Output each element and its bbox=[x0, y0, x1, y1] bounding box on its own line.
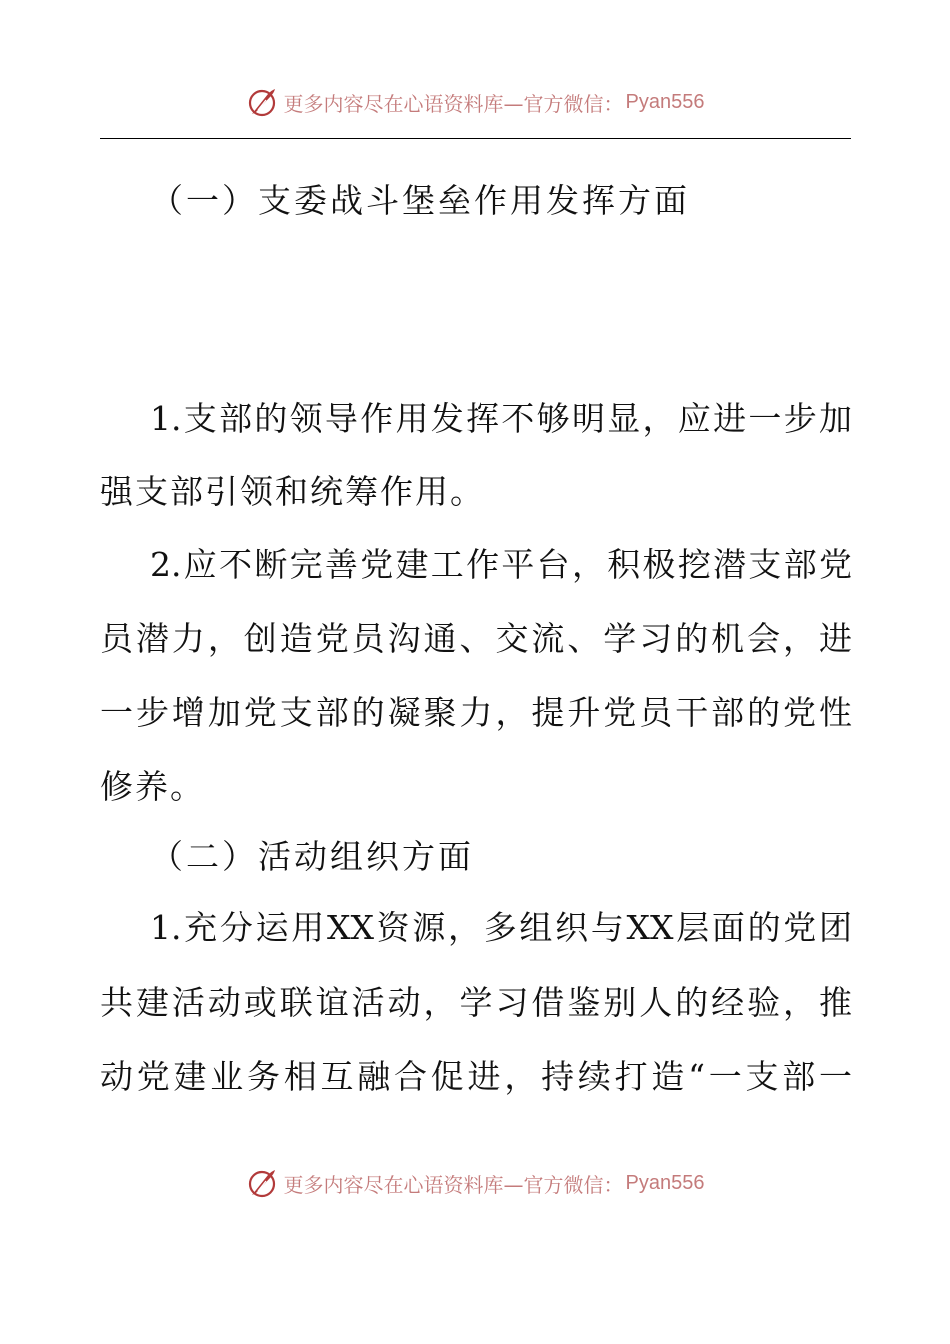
paragraph-1-line-1: 1.支部的领导作用发挥不够明显，应进一步加 bbox=[150, 399, 852, 438]
paragraph-2-line-3: 一步增加党支部的凝聚力，提升党员干部的党性 bbox=[100, 693, 852, 732]
header-divider bbox=[100, 138, 851, 139]
section-heading-2: （二）活动组织方面 bbox=[150, 837, 474, 876]
paragraph-2-line-1: 2.应不断完善党建工作平台，积极挖潜支部党 bbox=[150, 545, 852, 584]
footer-watermark bbox=[0, 1163, 950, 1203]
watermark-wechat-id: Pyan556 bbox=[625, 1171, 705, 1194]
header-watermark bbox=[0, 82, 950, 122]
quill-pen-logo-icon bbox=[246, 1167, 278, 1199]
watermark-text: 更多内容尽在心语资料库—官方微信： bbox=[283, 91, 624, 116]
paragraph-2-line-2: 员潜力，创造党员沟通、交流、学习的机会，进 bbox=[100, 619, 852, 658]
paragraph-3-line-1: 1.充分运用XX资源，多组织与XX层面的党团 bbox=[150, 908, 852, 947]
watermark-text: 更多内容尽在心语资料库—官方微信： bbox=[283, 1172, 624, 1197]
watermark-wechat-id: Pyan556 bbox=[625, 90, 705, 113]
section-heading-1: （一）支委战斗堡垒作用发挥方面 bbox=[150, 181, 690, 220]
paragraph-3-line-3: 动党建业务相互融合促进，持续打造“一支部一 bbox=[100, 1057, 852, 1096]
paragraph-2-line-4: 修养。 bbox=[100, 767, 205, 806]
quill-pen-logo-icon bbox=[246, 86, 278, 118]
paragraph-3-line-2: 共建活动或联谊活动，学习借鉴别人的经验，推 bbox=[100, 983, 852, 1022]
paragraph-1-line-2: 强支部引领和统筹作用。 bbox=[100, 472, 485, 511]
